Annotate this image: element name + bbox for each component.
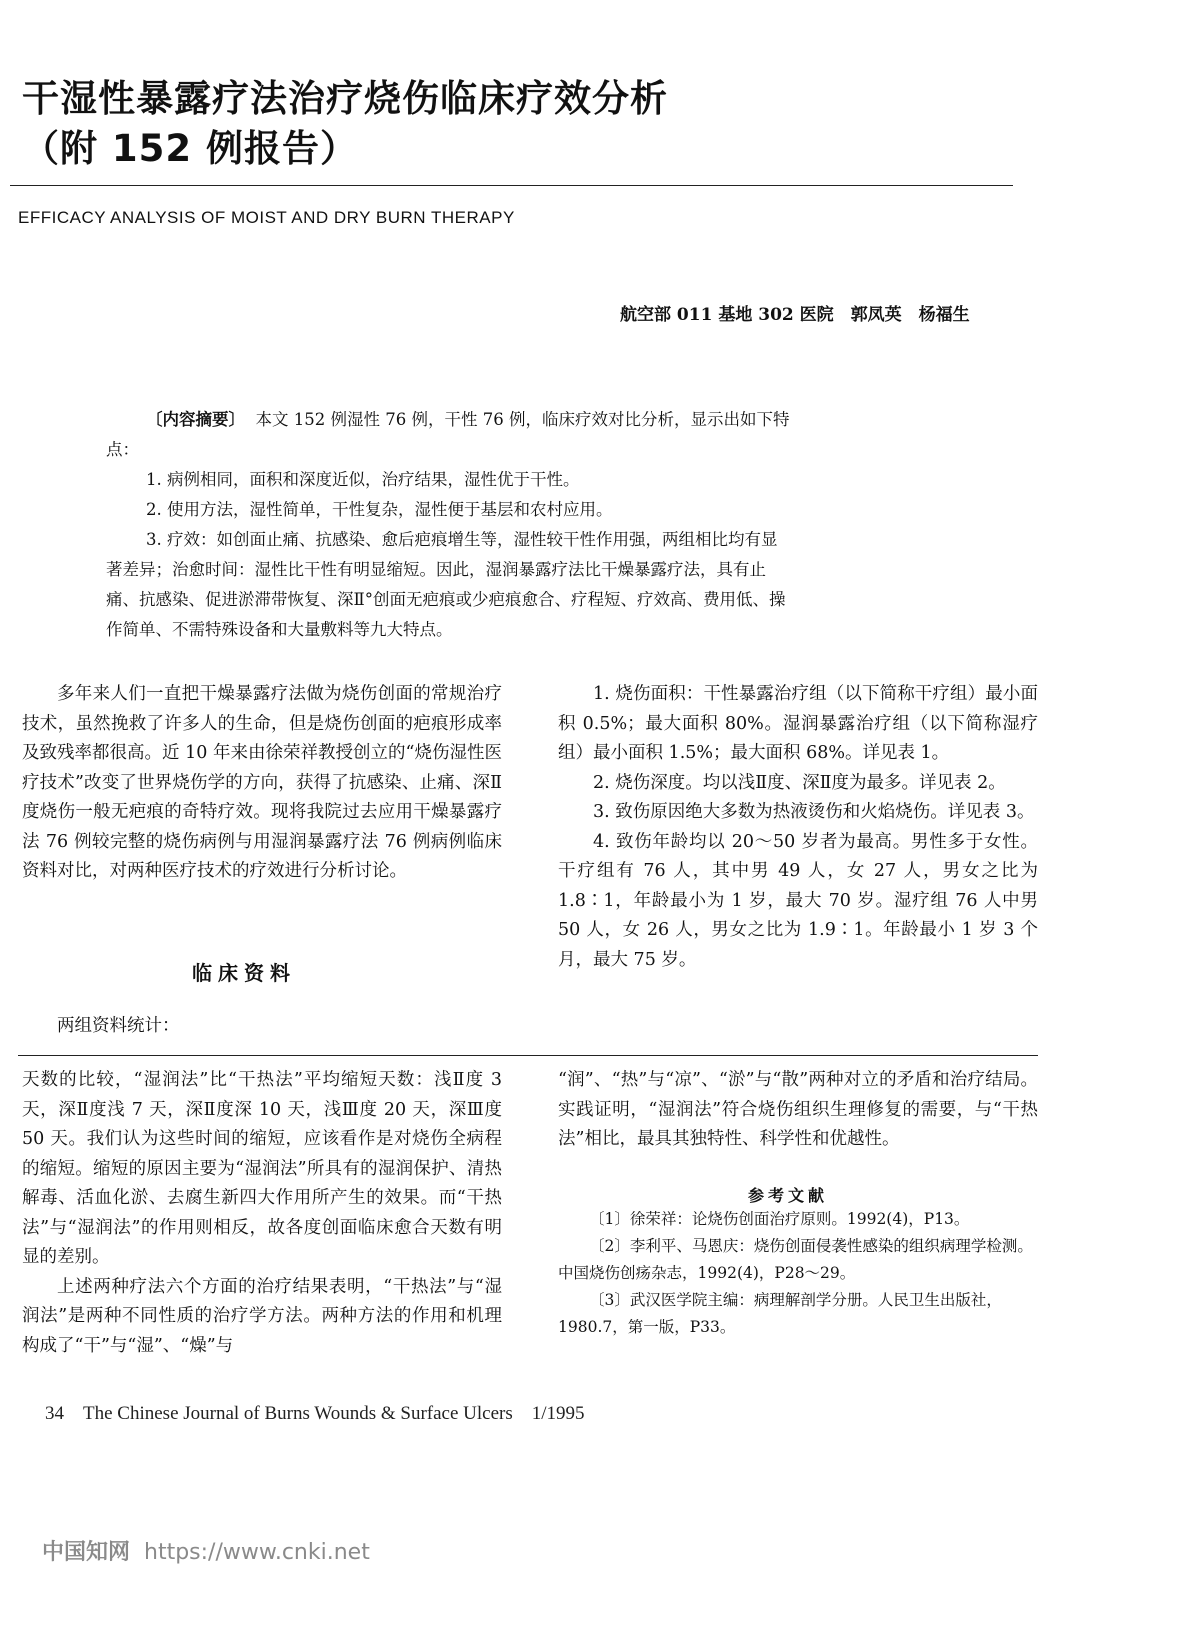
reference-item: 〔3〕武汉医学院主编：病理解剖学分册。人民卫生出版社，1980.7，第一版，P33。 <box>558 1291 1002 1336</box>
conclusion-paragraph: 上述两种疗法六个方面的治疗结果表明，“干热法”与“湿润法”是两种不同性质的治疗学方法。两种方法的作用和机理构成了“干”与“湿”、“燥”与 <box>22 1276 502 1356</box>
abstract-line: 痛、抗感染、促进淤滞带恢复、深Ⅱ°创面无疤痕或少疤痕愈合、疗程短、疗效高、费用低、操 <box>106 590 786 609</box>
paragraph-area: 1. 烧伤面积：干性暴露治疗组（以下简称干疗组）最小面积 0.5%；最大面积 80%。湿润暴露治疗组（以下简称湿疗组）最小面积 1.5%；最大面积 68%。详见表 1。 <box>558 684 1038 763</box>
continuation-paragraph: “润”、“热”与“凉”、“淤”与“散”两种对立的矛盾和治疗结局。实践证明，“湿润法”符合烧伤组织生理修复的需要，与“干热法”相比，最具其独特性、科学性和优越性。 <box>558 1070 1038 1149</box>
left-column <box>22 680 502 887</box>
right-column <box>558 680 1038 975</box>
stats-label-wrap <box>22 1012 502 1042</box>
comparison-paragraph: 天数的比较，“湿润法”比“干热法”平均缩短天数：浅Ⅱ度 3 天，深Ⅱ度浅 7 天，深Ⅱ度深 10 天，浅Ⅲ度 20 天，深Ⅲ度 50 天。我们认为这些时间的缩短，应该看作是对烧伤全病程的缩短。缩短的原因主要为“湿润法”所具有的湿润保护、清热解毒、活血化淤、去腐生新四大作用所产生的效果。而“干热法”与“湿润法”的作用则相反，故各度创面临床愈合天数有明显的差别。 <box>22 1070 502 1267</box>
reference-item: 〔1〕徐荣祥：论烧伤创面治疗原则。1992(4)，P13。 <box>589 1210 970 1228</box>
intro-paragraph: 多年来人们一直把干燥暴露疗法做为烧伤创面的常规治疗技术，虽然挽救了许多人的生命，但是烧伤创面的疤痕形成率及致残率都很高。近 10 年来由徐荣祥教授创立的“烧伤湿性医疗技术”改变了世界烧伤学的方向，获得了抗感染、止痛、深Ⅱ度烧伤一般无疤痕的奇特疗效。现将我院过去应用干燥暴露疗法 76 例较完整的烧伤病例与用湿润暴露疗法 76 例病例临床资料对比，对两种医疗技术的疗效进行分析讨论。 <box>22 684 502 881</box>
section-divider <box>18 1055 1038 1056</box>
cnki-url[interactable]: https://www.cnki.net <box>144 1540 370 1565</box>
paper-title-line1: 干湿性暴露疗法治疗烧伤临床疗效分析 <box>22 77 668 120</box>
references-list <box>558 1206 1038 1341</box>
paragraph-depth: 2. 烧伤深度。均以浅Ⅱ度、深Ⅱ度为最多。详见表 2。 <box>593 772 1006 793</box>
abstract-line: 著差异；治愈时间：湿性比干性有明显缩短。因此，湿润暴露疗法比干燥暴露疗法，具有止 <box>106 560 766 579</box>
reference-item: 〔2〕李利平、马恩庆：烧伤创面侵袭性感染的组织病理学检测。中国烧伤创疡杂志，1992(4)，P28～29。 <box>558 1237 1033 1282</box>
abstract-line: 作简单、不需特殊设备和大量敷料等九大特点。 <box>106 620 453 639</box>
abstract-label: 〔内容摘要〕 <box>146 410 245 429</box>
lower-left-column <box>22 1066 502 1361</box>
abstract <box>106 405 956 645</box>
abstract-line: 点： <box>106 440 139 459</box>
page-footer: 34 The Chinese Journal of Burns Wounds & Surface Ulcers 1/1995 <box>45 1403 585 1424</box>
paper-title-line2: （附 152 例报告） <box>22 127 358 170</box>
cnki-logo: 中国知网 <box>42 1540 131 1565</box>
abstract-line: 2. 使用方法，湿性简单，干性复杂，湿性便于基层和农村应用。 <box>146 500 613 519</box>
stats-label: 两组资料统计： <box>57 1016 180 1036</box>
abstract-line: 1. 病例相同，面积和深度近似，治疗结果，湿性优于干性。 <box>146 470 580 489</box>
author-line: 航空部 011 基地 302 医院 郭凤英 杨福生 <box>620 305 970 325</box>
paragraph-age: 4. 致伤年龄均以 20～50 岁者为最高。男性多于女性。干疗组有 76 人，其中男 49 人，女 27 人，男女之比为 1.8∶1，年龄最小为 1 岁，最大 70 岁。湿疗组 76 人中男 50 人，女 26 人，男女之比为 1.9∶1。年龄最小 1 岁 3 个月，最大 75 岁。 <box>558 831 1038 970</box>
abstract-line: 3. 疗效：如创面止痛、抗感染、愈后疤痕增生等，湿性较干性作用强，两组相比均有显 <box>146 530 778 549</box>
abstract-text: 本文 152 例湿性 76 例，干性 76 例，临床疗效对比分析，显示出如下特 <box>255 410 790 429</box>
cnki-watermark <box>42 1535 370 1566</box>
lower-right-column <box>558 1066 1038 1155</box>
paragraph-cause: 3. 致伤原因绝大多数为热液烫伤和火焰烧伤。详见表 3。 <box>593 802 1035 822</box>
section-heading: 临床资料 <box>192 961 296 985</box>
title-rule <box>10 185 1013 186</box>
references-heading: 参考文献 <box>748 1186 829 1205</box>
english-title: EFFICACY ANALYSIS OF MOIST AND DRY BURN THERAPY <box>18 208 515 227</box>
abstract-line <box>106 405 956 435</box>
